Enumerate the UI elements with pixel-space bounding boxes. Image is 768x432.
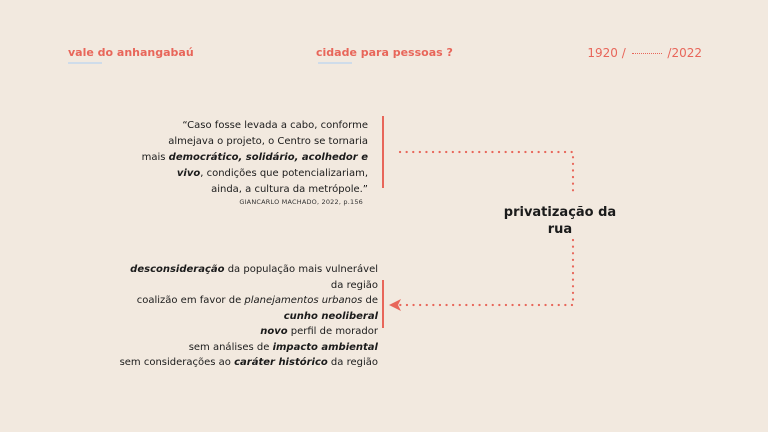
list-item: [88, 309, 378, 325]
list-emphasis: caráter histórico: [234, 357, 328, 368]
list-text: da população mais vulnerável: [224, 264, 378, 275]
list-divider: [382, 280, 384, 328]
connector-top: [400, 152, 573, 196]
list-text: de: [362, 295, 378, 306]
center-title-line: rua: [547, 222, 573, 237]
list-text: sem considerações ao: [119, 357, 235, 368]
list-emphasis: desconsideração: [130, 264, 225, 275]
quote-emphasis: vivo: [176, 168, 201, 179]
list-item: [88, 324, 378, 340]
quote-emphasis: democrático, solidário, acolhedor e: [168, 152, 368, 163]
list-item: [88, 355, 378, 371]
quote-line: ainda, a cultura da metrópole.”: [211, 184, 368, 195]
list-emphasis: novo: [260, 326, 288, 337]
list-text: da região: [327, 357, 378, 368]
list-text: coalizão em favor de: [136, 295, 245, 306]
list-text: sem análises de: [188, 341, 273, 353]
list-text: perfil de morador: [287, 326, 378, 337]
list-italic: planejamentos urbanos: [244, 295, 363, 306]
date-start: 1920 /: [587, 46, 626, 60]
list-item: [88, 293, 378, 309]
quote-line: almejava o projeto, o Centro se tornaria: [168, 136, 368, 147]
quote-text: mais: [141, 152, 169, 163]
quote-line: “Caso fosse levada a cabo, conforme: [182, 120, 368, 131]
list-emphasis: cunho neoliberal: [283, 310, 378, 322]
connector-bottom: [400, 240, 573, 305]
header-title-middle: cidade para pessoas ?: [316, 46, 453, 59]
list-item: [88, 262, 378, 278]
center-title-line: privatização da: [503, 205, 617, 220]
header-title-left: vale do anhangabaú: [68, 46, 194, 59]
list-item: da região: [330, 279, 378, 291]
consequence-list: [88, 262, 378, 371]
quote-citation: GIANCARLO MACHADO, 2022, p.156: [239, 198, 363, 206]
list-emphasis: impacto ambiental: [272, 341, 378, 353]
list-item: [88, 340, 378, 356]
date-end: /2022: [667, 46, 702, 60]
quote-text: , condições que potencializariam,: [200, 168, 368, 179]
